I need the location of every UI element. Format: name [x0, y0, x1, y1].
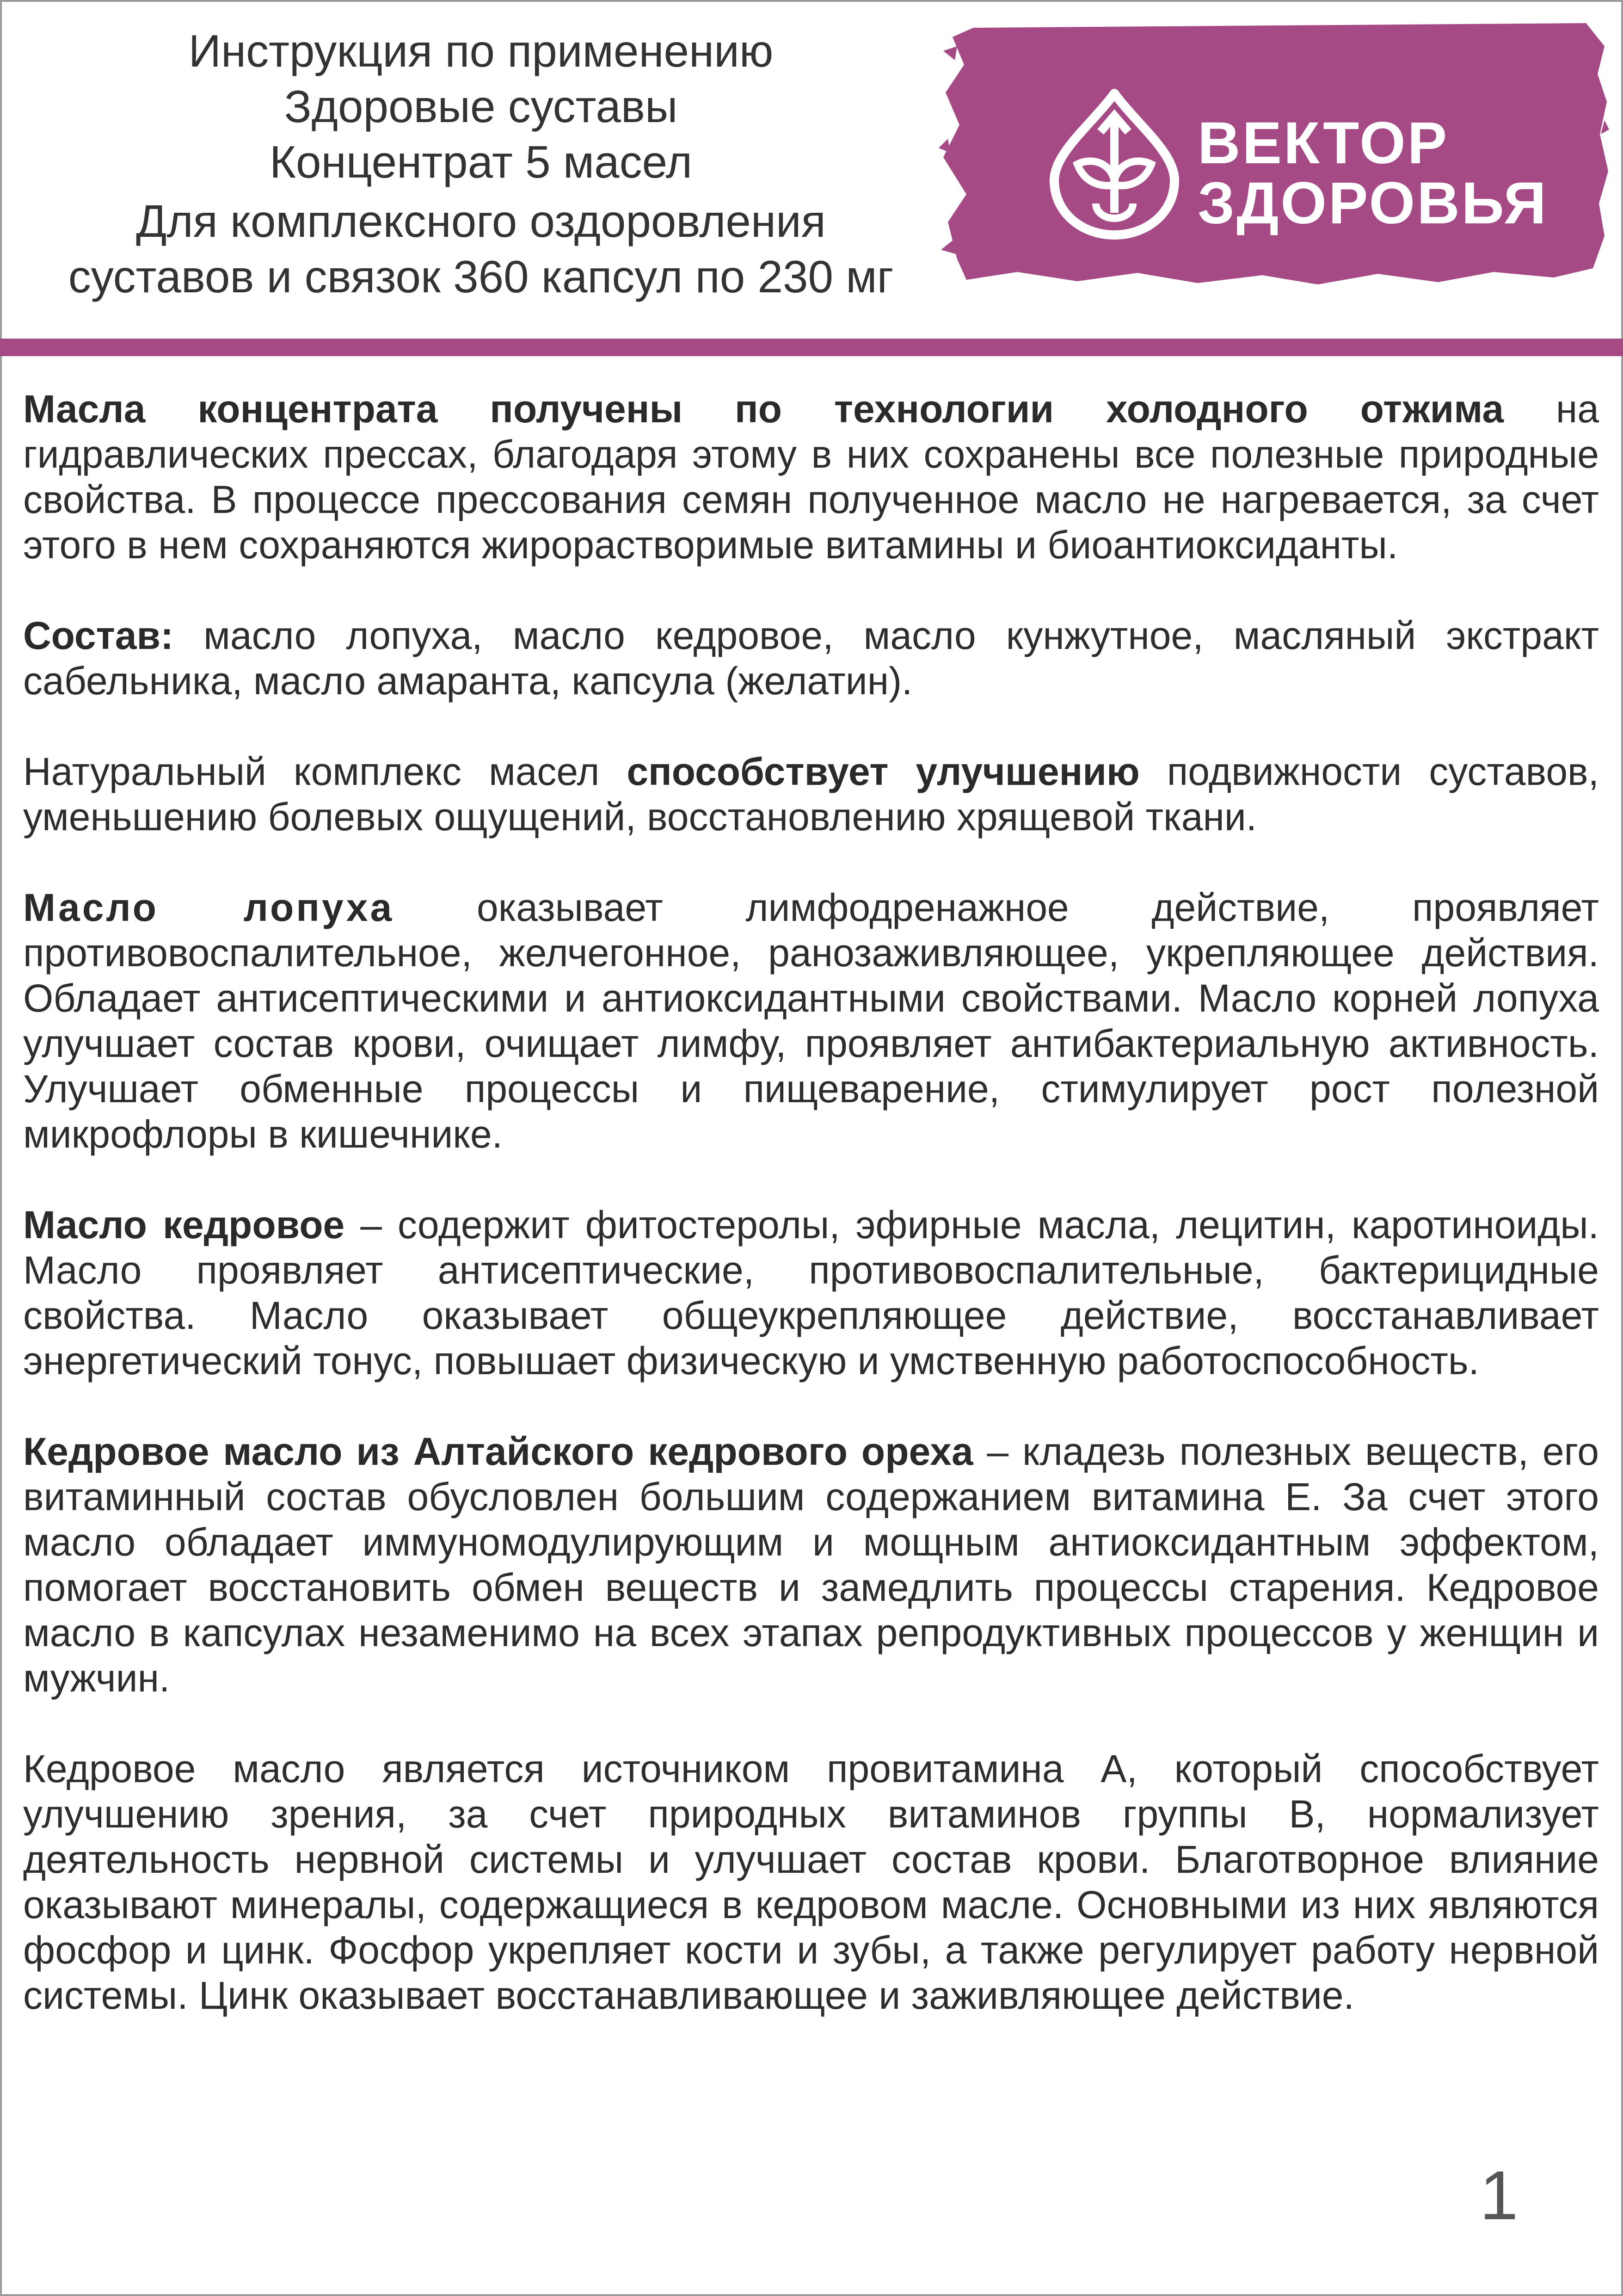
page-number: 1 — [1480, 2156, 1518, 2234]
drop-sprout-icon — [1040, 88, 1188, 241]
bold-lead: Состав: — [23, 614, 174, 657]
paragraph-composition — [23, 613, 1599, 704]
paragraph-text: – кладезь полезных веществ, его витаминный состав обусловлен большим содержанием витамина Е. За счет этого масло обладает иммуномодулирующим и мощным антиоксидантным эффектом, помогает восстановить обмен веществ и замедлить процессы старения. Кедровое масло в капсулах незаменимо на всех этапах репродуктивных процессов у женщин и мужчин. — [23, 1430, 1599, 1700]
paragraph-text: Кедровое масло является источником провитамина А, который способствует улучшению зрения, за счет природных витаминов группы В, нормализует деятельность нервной системы и улучшает состав крови. Благотворное влияние оказывают минералы, содержащиеся в кедровом масле. Основными из них являются фосфор и цинк. Фосфор укрепляет кости и зубы, а также регулирует работу нервной системы. Цинк оказывает восстанавливающее и заживляющее действие. — [23, 1747, 1599, 2017]
document-body — [23, 386, 1599, 2063]
logo-line2: ЗДОРОВЬЯ — [1198, 170, 1548, 236]
logo-line1: ВЕКТОР — [1198, 110, 1449, 176]
paragraph-provitamin — [23, 1746, 1599, 2018]
brand-logo — [939, 19, 1609, 287]
paragraph-text: оказывает лимфодренажное действие, проявляет противовоспалительное, желчегонное, ранозаживляющее, укрепляющее действия. Обладает антисептическими и антиоксидантными свойствами. Масло корней лопуха улучшает состав крови, очищает лимфу, проявляет антибактериальную активность. Улучшает обменные процессы и пищеварение, стимулирует рост полезной микрофлоры в кишечнике. — [23, 886, 1599, 1156]
title-line: суставов и связок 360 капсул по 230 мг — [68, 251, 894, 302]
bold-lead: Масло кедровое — [23, 1203, 345, 1247]
title-line: Здоровые суставы — [284, 81, 678, 132]
paragraph-text-pre: Натуральный комплекс масел — [23, 750, 627, 793]
paragraph-burdock-oil — [23, 885, 1599, 1157]
title-line: Для комплексного оздоровления — [136, 196, 826, 247]
document-title — [14, 23, 948, 304]
bold-lead: Масло лопуха — [23, 886, 394, 929]
header-divider — [0, 339, 1623, 356]
title-line: Концентрат 5 масел — [269, 136, 693, 187]
paragraph-text: подвижности суставов, уменьшению болевых ощущений, восстановлению хрящевой ткани. — [23, 750, 1599, 839]
paragraph-text: масло лопуха, масло кедровое, масло кунжутное, масляный экстракт сабельника, масло амаранта, капсула (желатин). — [23, 614, 1599, 703]
bold-lead: Масла концентрата получены по технологии холодного отжима — [23, 387, 1504, 431]
paragraph-altai-cedar — [23, 1429, 1599, 1701]
paragraph-cedar-oil — [23, 1202, 1599, 1383]
paragraph-text: на гидравлических прессах, благодаря этому в них сохранены все полезные природные свойства. В процессе прессования семян полученное масло не нагревается, за счет этого в нем сохраняются жирорастворимые витамины и биоантиоксиданты. — [23, 387, 1599, 567]
logo-wordmark — [1198, 110, 1548, 236]
title-line: Инструкция по применению — [188, 25, 774, 76]
bold-lead: Кедровое масло из Алтайского кедрового ореха — [23, 1430, 973, 1473]
paragraph-complex — [23, 749, 1599, 839]
paragraph-cold-press — [23, 386, 1599, 568]
bold-inline: способствует улучшению — [627, 750, 1140, 793]
document-header — [0, 0, 1623, 340]
paragraph-text: – содержит фитостеролы, эфирные масла, лецитин, каротиноиды. Масло проявляет антисептические, противовоспалительные, бактерицидные свойства. Масло оказывает общеукрепляющее действие, восстанавливает энергетический тонус, повышает физическую и умственную работоспособность. — [23, 1203, 1599, 1383]
